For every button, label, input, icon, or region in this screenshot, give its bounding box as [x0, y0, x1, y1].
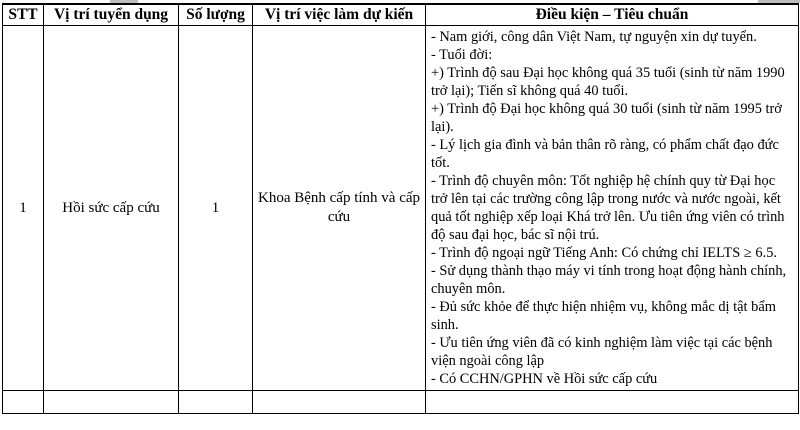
cell-conditions [426, 26, 799, 391]
col-header-conditions: Điều kiện – Tiêu chuẩn [426, 4, 799, 26]
cell-partial-expected-job [253, 391, 426, 414]
cell-partial-quantity [179, 391, 253, 414]
table-row [3, 26, 799, 391]
condition-line: - Nam giới, công dân Việt Nam, tự nguyện xin dự tuyển. [431, 29, 757, 45]
cell-expected-job: Khoa Bệnh cấp tính và cấp cứu [253, 26, 426, 391]
table-header-row [3, 4, 799, 26]
condition-line: +) Trình độ Đại học không quá 30 tuổi (sinh từ năm 1995 trở lại). [431, 101, 782, 135]
condition-line: +) Trình độ sau Đại học không quá 35 tuổi (sinh từ năm 1990 trở lại); Tiến sĩ không quá 40 tuổi. [431, 65, 785, 99]
condition-line: - Sử dụng thành thạo máy vi tính trong hoạt động hành chính, chuyên môn. [431, 263, 787, 297]
col-header-quantity: Số lượng [179, 4, 253, 26]
cell-quantity: 1 [179, 26, 253, 391]
condition-line: - Trình độ ngoại ngữ Tiếng Anh: Có chứng chỉ IELTS ≥ 6.5. [431, 245, 777, 261]
recruitment-table [2, 3, 799, 414]
cell-partial-position [44, 391, 179, 414]
condition-line: - Đủ sức khỏe để thực hiện nhiệm vụ, không mắc dị tật bẩm sinh. [431, 299, 776, 333]
table-row-partial [3, 391, 799, 414]
condition-line: - Trình độ chuyên môn: Tốt nghiệp hệ chính quy từ Đại học trở lên tại các trường công lập trong nước và nước ngoài, kết quả tốt nghiệp xếp loại Khá trở lên. Ưu tiên ứng viên có trình độ sau đại học, bác sĩ nội trú. [431, 173, 785, 243]
condition-line: - Tuổi đời: [431, 47, 493, 63]
condition-line: - Có CCHN/GPHN về Hồi sức cấp cứu [431, 371, 658, 387]
condition-line: - Ưu tiên ứng viên đã có kinh nghiệm làm việc tại các bệnh viện ngoài công lập [431, 335, 773, 369]
cell-stt: 1 [3, 26, 44, 391]
condition-line: - Lý lịch gia đình và bản thân rõ ràng, có phẩm chất đạo đức tốt. [431, 137, 779, 171]
col-header-expected-job: Vị trí việc làm dự kiến [253, 4, 426, 26]
cell-partial-stt [3, 391, 44, 414]
cell-partial-conditions [426, 391, 799, 414]
col-header-position: Vị trí tuyển dụng [44, 4, 179, 26]
cell-position: Hồi sức cấp cứu [44, 26, 179, 391]
col-header-stt: STT [3, 4, 44, 26]
